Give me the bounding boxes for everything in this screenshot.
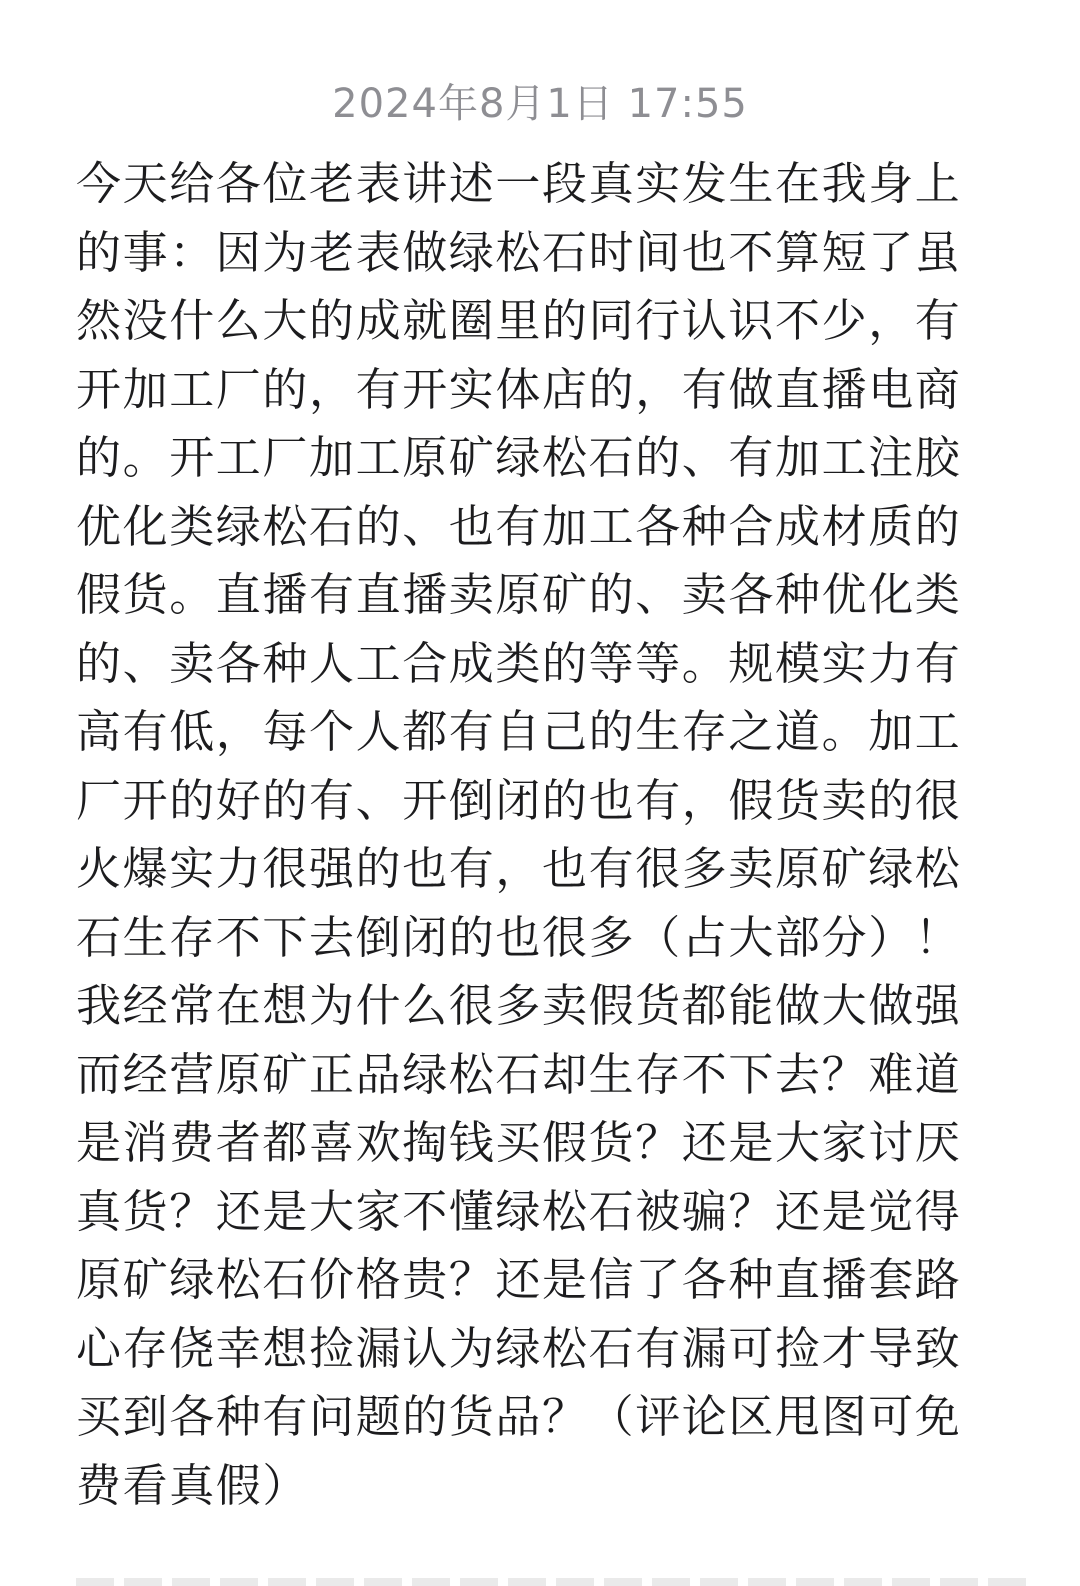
note-line: 的。开工厂加工原矿绿松石的、有加工注胶 xyxy=(76,431,962,484)
note-line: 的、卖各种人工合成类的等等。规模实力有 xyxy=(76,636,962,690)
note-line: 假货。直播有直播卖原矿的、卖各种优化类 xyxy=(76,568,962,621)
note-line: 开加工厂的，有开实体店的，有做直播电商 xyxy=(76,362,962,416)
note-line: 火爆实力很强的也有，也有很多卖原矿绿松 xyxy=(76,842,962,895)
note-line: 费看真假） xyxy=(76,1458,310,1512)
note-line: 原矿绿松石价格贵？还是信了各种直播套路 xyxy=(76,1253,962,1306)
note-line: 心存侥幸想捡漏认为绿松石有漏可捡才导致 xyxy=(76,1321,962,1375)
note-body[interactable] xyxy=(76,150,1026,1520)
note-timestamp: 2024年8月1日 17:55 xyxy=(332,81,748,127)
note-line: 厂开的好的有、开倒闭的也有，假货卖的很 xyxy=(76,773,962,827)
note-line: 的事：因为老表做绿松石时间也不算短了虽 xyxy=(76,225,962,279)
note-line: 然没什么大的成就圈里的同行认识不少，有 xyxy=(76,294,962,347)
note-line: 真货？还是大家不懂绿松石被骗？还是觉得 xyxy=(76,1184,962,1238)
note-line: 石生存不下去倒闭的也很多（占大部分）！ xyxy=(76,910,962,964)
note-line: 买到各种有问题的货品？（评论区甩图可免 xyxy=(76,1390,962,1443)
note-line: 高有低，每个人都有自己的生存之道。加工 xyxy=(76,705,962,758)
note-line: 我经常在想为什么很多卖假货都能做大做强 xyxy=(76,979,962,1032)
note-line: 而经营原矿正品绿松石却生存不下去？难道 xyxy=(76,1047,962,1101)
note-line: 今天给各位老表讲述一段真实发生在我身上 xyxy=(76,157,962,210)
cropped-next-line xyxy=(76,1568,1026,1586)
cropped-text-fragment xyxy=(76,1578,1026,1586)
note-line: 是消费者都喜欢掏钱买假货？还是大家讨厌 xyxy=(76,1116,962,1169)
note-line: 优化类绿松石的、也有加工各种合成材质的 xyxy=(76,499,962,553)
